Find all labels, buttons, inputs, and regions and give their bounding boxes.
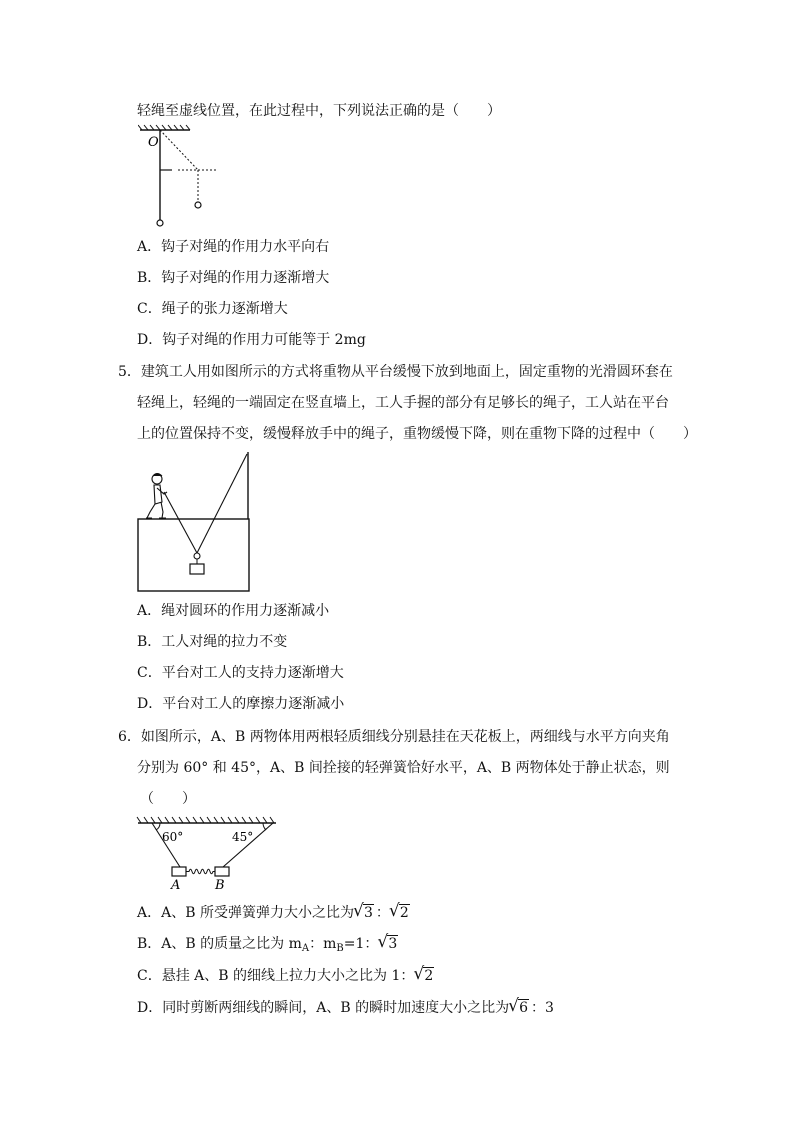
q5-option-c: C．平台对工人的支持力逐渐增大 <box>137 665 344 681</box>
q6-option-a-sep: ： <box>375 905 390 921</box>
q6-option-a-radicand-1: 3 <box>363 905 373 921</box>
sqrt-sign <box>354 903 374 923</box>
q6-option-d-radicand: 6 <box>519 1000 528 1016</box>
sqrt-sign <box>414 966 434 986</box>
q4-figure-hook-rope <box>138 124 228 230</box>
q4-point-o-label: O <box>148 135 159 150</box>
q6-option-d-suffix: ：3 <box>531 1000 554 1016</box>
q4-option-b: B．钩子对绳的作用力逐渐增大 <box>137 270 330 286</box>
sqrt-sign <box>378 934 398 954</box>
q6-option-a-prefix: A．A、B 所受弹簧弹力大小之比为 <box>137 905 354 921</box>
worker-figure <box>146 474 167 519</box>
q6-option-a-radicand-2: 2 <box>399 905 409 921</box>
q6-block-b-label: B <box>215 878 225 893</box>
q6-option-c-prefix: C．悬挂 A、B 的细线上拉力大小之比为 1： <box>137 968 415 984</box>
q6-block-a-label: A <box>171 878 181 893</box>
q6-option-b-radicand: 3 <box>388 936 398 952</box>
q6-option-b-prefix: B．A、B 的质量之比为 m <box>137 936 302 952</box>
q6-option-b-sub-b: B <box>336 943 344 954</box>
q6-angle-b-label: 45° <box>232 830 254 844</box>
q4-option-c: C．绳子的张力逐渐增大 <box>137 301 288 317</box>
sqrt-sign <box>509 998 529 1018</box>
q5-stem-line-3: 上的位置保持不变，缓慢释放手中的绳子，重物缓慢下降，则在重物下降的过程中（ ） <box>137 426 697 442</box>
q6-angle-a-label: 60° <box>162 830 184 844</box>
q6-option-b-mid: ：m <box>309 936 337 952</box>
q5-option-a: A．绳对圆环的作用力逐渐减小 <box>137 603 330 619</box>
q6-option-d <box>137 998 554 1018</box>
q5-option-b: B．工人对绳的拉力不变 <box>137 634 288 650</box>
q6-option-a <box>137 903 412 923</box>
q6-option-b-sub-a: A <box>301 943 310 954</box>
q6-stem-line-2: 分别为 60° 和 45°，A、B 间拴接的轻弹簧恰好水平，A、B 两物体处于静止状态，则 <box>137 760 670 776</box>
q4-stem-tail: 轻绳至虚线位置，在此过程中，下列说法正确的是（ ） <box>137 103 501 119</box>
q6-option-d-prefix: D．同时剪断两细线的瞬间，A、B 的瞬时加速度大小之比为 <box>137 1000 510 1016</box>
q5-stem-line-1: 5．建筑工人用如图所示的方式将重物从平台缓慢下放到地面上，固定重物的光滑圆环套在 <box>118 364 673 380</box>
q6-option-b <box>137 934 400 959</box>
q6-option-c <box>137 966 436 986</box>
q5-stem-line-2: 轻绳上，轻绳的一端固定在竖直墙上，工人手握的部分有足够长的绳子，工人站在平台 <box>137 395 669 411</box>
q6-figure-spring-blocks <box>136 813 281 893</box>
q6-stem-line-1: 6．如图所示，A、B 两物体用两根轻质细线分别悬挂在天花板上，两细线与水平方向夹角 <box>118 729 670 745</box>
q4-option-a: A．钩子对绳的作用力水平向右 <box>137 239 330 255</box>
q5-option-d: D．平台对工人的摩擦力逐渐减小 <box>137 696 345 712</box>
q6-option-b-eq: =1： <box>343 936 379 952</box>
q6-stem-line-3: （ ） <box>140 791 196 807</box>
q6-option-c-radicand: 2 <box>424 968 434 984</box>
q4-option-d: D．钩子对绳的作用力可能等于 2mg <box>137 332 366 348</box>
sqrt-sign <box>390 903 410 923</box>
q5-figure-worker-platform <box>136 450 256 595</box>
